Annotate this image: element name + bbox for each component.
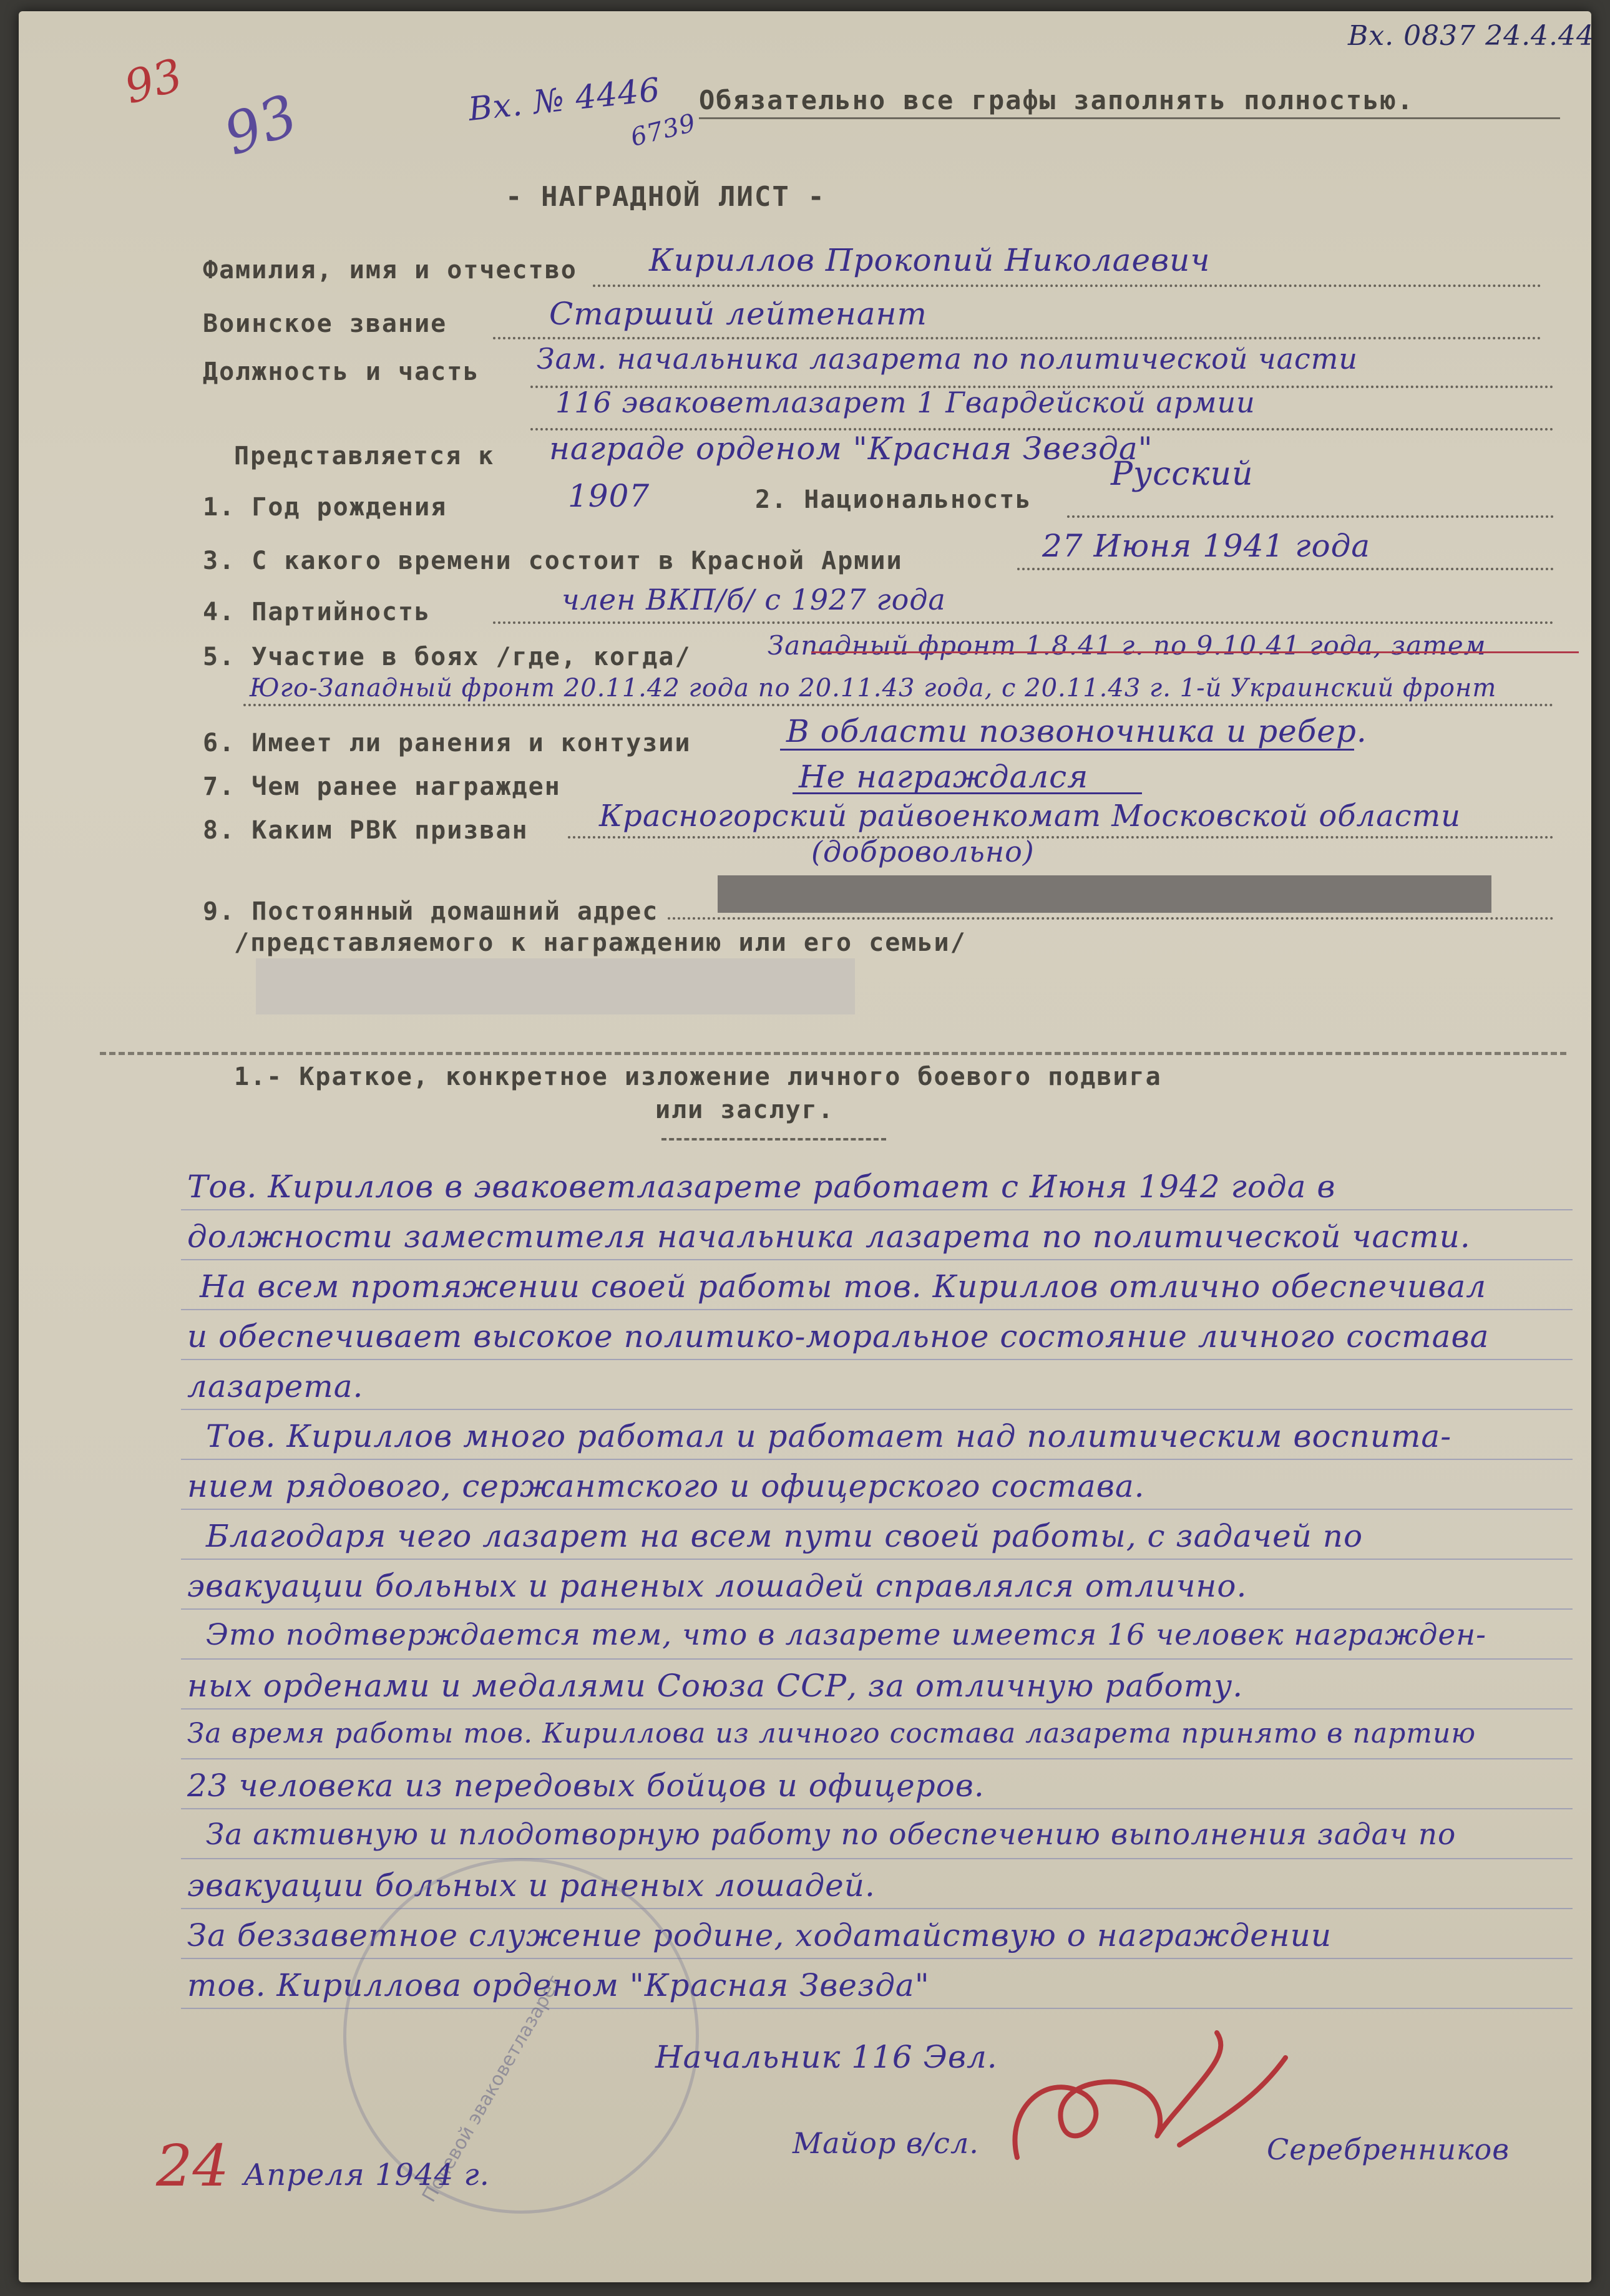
- battles-underline-1: [811, 651, 1579, 653]
- body-line: эвакуации больных и раненых лошадей.: [187, 1867, 876, 1904]
- rule: [181, 1559, 1573, 1560]
- rank-label: Воинское звание: [203, 309, 447, 338]
- body-line: 23 человека из передовых бойцов и офицеров.: [187, 1768, 985, 1804]
- body-line: эвакуации больных и раненых лошадей справлялся отлично.: [187, 1568, 1247, 1604]
- body-line: За время работы тов. Кириллова из личного состава лазарета принято в партию: [187, 1718, 1476, 1749]
- body-line: Тов. Кириллов много работал и работает над политическим воспита-: [206, 1418, 1452, 1454]
- rule: [181, 1708, 1573, 1710]
- section-heading-2: или заслуг.: [655, 1096, 834, 1124]
- body-line: На всем протяжении своей работы тов. Кириллов отлично обеспечивал: [200, 1268, 1487, 1305]
- stamp-text: Полевой эваковетлазарет: [418, 1972, 566, 2206]
- address-label-2: /представляемого к награждению или его семьи/: [234, 928, 967, 957]
- rvk-value-1: Красногорский райвоенкомат Московской области: [599, 799, 1461, 834]
- rule: [181, 1309, 1573, 1310]
- archive-number: Вх. 0837 24.4.44: [1348, 20, 1595, 52]
- rvk-label: 8. Каким РВК призван: [203, 816, 529, 845]
- battles-value-1: Западный фронт 1.8.41 г. по 9.10.41 года, затем: [768, 630, 1486, 661]
- battles-label: 5. Участие в боях /где, когда/: [203, 643, 691, 671]
- address-label: 9. Постоянный домашний адрес: [203, 897, 659, 926]
- awards-value: Не награждался: [799, 759, 1089, 795]
- address-redaction: [718, 875, 1491, 913]
- position-value-2: 116 эваковетлазарет 1 Гвардейской армии: [555, 386, 1256, 419]
- fio-label: Фамилия, имя и отчество: [203, 256, 577, 285]
- nationality-value: Русский: [1111, 455, 1254, 493]
- date-rest: Апреля 1944 г.: [243, 2157, 490, 2192]
- rank-dots: [493, 337, 1541, 339]
- body-line: ных орденами и медалями Союза ССР, за отличную работу.: [187, 1668, 1244, 1704]
- rank-value: Старший лейтенант: [549, 296, 927, 332]
- nominated-value: награде орденом "Красная Звезда": [549, 430, 1153, 467]
- body-line: должности заместителя начальника лазарета по политической части.: [187, 1219, 1471, 1255]
- party-label: 4. Партийность: [203, 598, 431, 626]
- rule: [181, 1608, 1573, 1610]
- body-line: Это подтверждается тем, что в лазарете имеется 16 человек награжден-: [206, 1618, 1487, 1652]
- signer-title: Начальник 116 Эвл.: [655, 2039, 998, 2075]
- date-day: 24: [156, 2133, 230, 2199]
- nationality-dots: [1067, 515, 1554, 518]
- rule: [181, 1858, 1573, 1859]
- rule: [181, 1359, 1573, 1360]
- rvk-value-2: (добровольно): [811, 835, 1035, 868]
- army-since-label: 3. С какого времени состоит в Красной Армии: [203, 547, 903, 575]
- battles-dots: [243, 704, 1554, 706]
- address-redaction-2: [256, 958, 855, 1014]
- battles-value-2: Юго-Западный фронт 20.11.42 года по 20.11.43 года, с 20.11.43 г. 1-й Украинский фронт: [250, 674, 1497, 703]
- awards-underline: [793, 792, 1142, 794]
- fio-dots: [593, 285, 1541, 287]
- rule: [181, 1259, 1573, 1260]
- army-since-value: 27 Июня 1941 года: [1042, 528, 1371, 564]
- rule: [181, 1409, 1573, 1410]
- birth-label: 1. Год рождения: [203, 493, 447, 522]
- party-value: член ВКП/б/ с 1927 года: [562, 583, 946, 616]
- rule: [181, 1808, 1573, 1809]
- section-heading-1: 1.- Краткое, конкретное изложение личного боевого подвига: [234, 1063, 1162, 1091]
- pencil-mark: 93: [215, 82, 306, 168]
- signer-rank: Майор в/сл.: [793, 2126, 979, 2160]
- rule: [181, 1459, 1573, 1460]
- body-line: тов. Кириллова орденом "Красная Звезда": [187, 1967, 930, 2003]
- corner-mark: 93: [119, 48, 188, 114]
- birth-value: 1907: [568, 478, 650, 514]
- signer-name: Серебренников: [1267, 2133, 1510, 2166]
- rvk-dots: [568, 836, 1554, 839]
- army-dots: [1017, 568, 1554, 570]
- wounds-underline: [780, 749, 1354, 751]
- section-separator: [100, 1052, 1566, 1055]
- wounds-label: 6. Имеет ли ранения и контузии: [203, 729, 691, 757]
- body-line: За беззаветное служение родине, ходатайствую о награждении: [187, 1917, 1332, 1953]
- rule: [181, 1908, 1573, 1909]
- instruction-underline: [699, 117, 1560, 119]
- body-line: Тов. Кириллов в эваковетлазарете работает с Июня 1942 года в: [187, 1169, 1336, 1205]
- party-dots: [493, 621, 1554, 624]
- rule: [181, 1758, 1573, 1759]
- awards-label: 7. Чем ранее награжден: [203, 772, 561, 801]
- instruction-text: Обязательно все графы заполнять полностью.: [699, 85, 1415, 115]
- body-line: За активную и плодотворную работу по обеспечению выполнения задач по: [206, 1817, 1456, 1852]
- wounds-value: В области позвоночника и ребер.: [786, 713, 1367, 749]
- body-line: и обеспечивает высокое политико-моральное состояние личного состава: [187, 1318, 1490, 1355]
- body-line: Благодаря чего лазарет на всем пути своей работы, с задачей по: [206, 1518, 1364, 1554]
- heading-underline: [661, 1138, 886, 1141]
- rule: [181, 1658, 1573, 1660]
- body-line: нием рядового, сержантского и офицерского состава.: [187, 1468, 1145, 1504]
- document-title: - НАГРАДНОЙ ЛИСТ -: [505, 181, 826, 213]
- nationality-label: 2. Национальность: [755, 485, 1032, 514]
- address-dots: [668, 917, 1554, 920]
- rule: [181, 1209, 1573, 1210]
- award-sheet-page: [19, 11, 1595, 2282]
- position-label: Должность и часть: [203, 358, 480, 386]
- position-value-1: Зам. начальника лазарета по политической части: [537, 342, 1359, 376]
- fio-value: Кириллов Прокопий Николаевич: [649, 242, 1211, 278]
- nominated-label: Представляется к: [234, 442, 495, 470]
- rule: [181, 1509, 1573, 1510]
- ref-sub-number: 6739: [628, 108, 699, 153]
- ref-number: Вх. № 4446: [466, 71, 662, 129]
- body-line: лазарета.: [187, 1368, 364, 1404]
